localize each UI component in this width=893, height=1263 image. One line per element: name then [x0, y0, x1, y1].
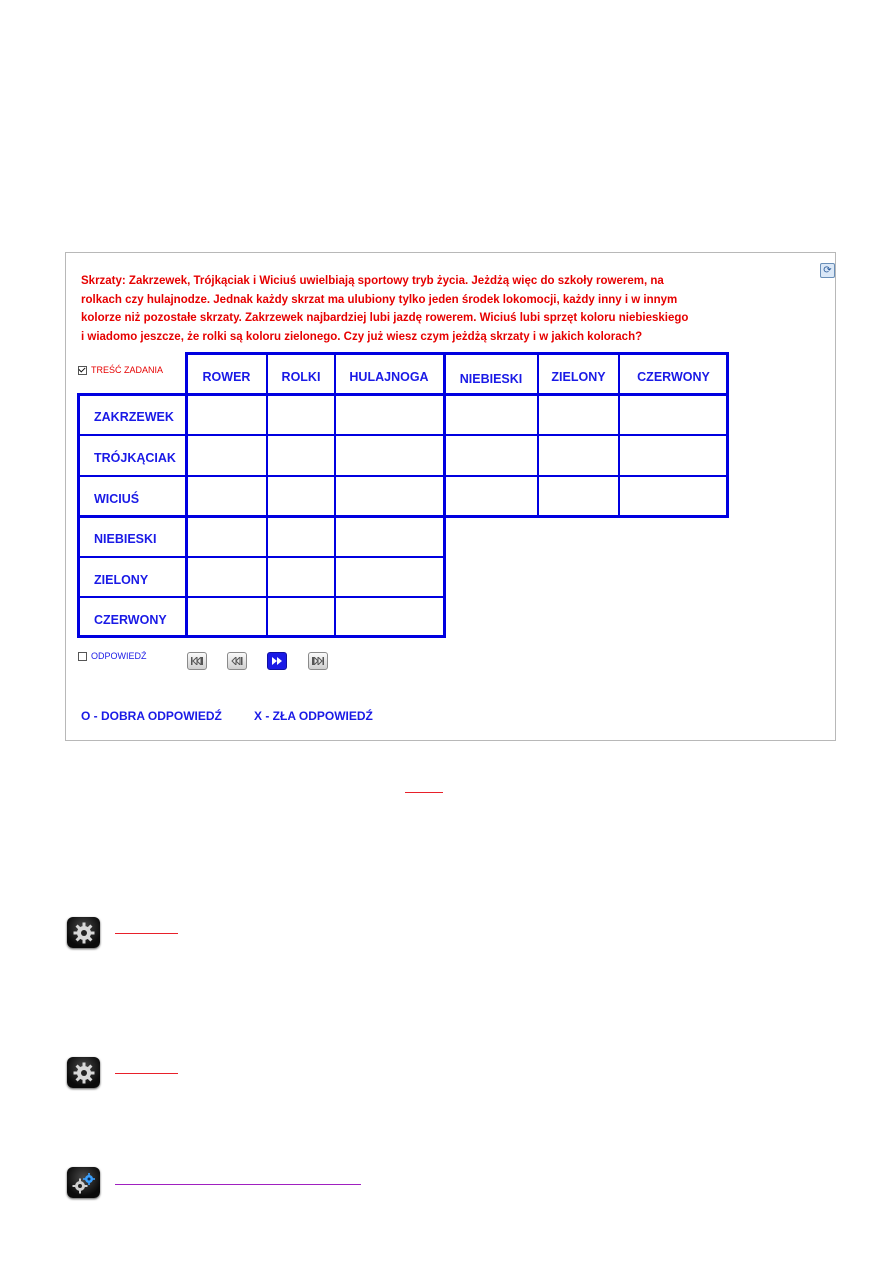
task-text — [81, 272, 741, 346]
row-header-zakrzewek: ZAKRZEWEK — [94, 410, 174, 424]
link-underline[interactable] — [115, 933, 178, 934]
first-button[interactable] — [187, 652, 207, 670]
task-toggle-label: TREŚĆ ZADANIA — [91, 365, 164, 375]
rewind-icon — [231, 657, 243, 665]
gear-icon — [67, 917, 100, 948]
col-header-hulajnoga: HULAJNOGA — [349, 370, 429, 384]
puzzle-applet — [65, 252, 836, 741]
last-button[interactable] — [308, 652, 328, 670]
rewind-button[interactable] — [227, 652, 247, 670]
grid-line — [77, 515, 729, 518]
grid-line — [77, 635, 446, 638]
fast-forward-button[interactable] — [267, 652, 287, 670]
gears-blue-icon — [67, 1167, 100, 1198]
task-line: kolorze niż pozostałe skrzaty. Zakrzewek najbardziej lubi jazdę rowerem. Wiciuś lubi sprzęt koloru niebieskiego — [81, 312, 689, 324]
gear-glyph — [72, 1061, 96, 1085]
legend-bad: X - ZŁA ODPOWIEDŹ — [254, 709, 373, 723]
row-header-niebieski: NIEBIESKI — [94, 532, 157, 546]
fast-forward-icon — [271, 657, 283, 665]
grid-line — [77, 556, 446, 558]
row-header-trojkaciak: TRÓJKĄCIAK — [94, 451, 176, 465]
task-toggle[interactable] — [78, 365, 163, 375]
legend-good: O - DOBRA ODPOWIEDŹ — [81, 709, 222, 723]
col-header-czerwony: CZERWONY — [637, 370, 710, 384]
answer-toggle-label: ODPOWIEDŹ — [91, 651, 147, 661]
col-header-niebieski: NIEBIESKI — [459, 372, 523, 386]
gear-glyph — [72, 921, 96, 945]
row-header-czerwony: CZERWONY — [94, 613, 167, 627]
grid-line — [77, 393, 728, 396]
link-underline[interactable] — [115, 1073, 178, 1074]
grid-line — [77, 434, 728, 436]
last-icon — [312, 657, 324, 665]
col-header-rower: ROWER — [202, 370, 251, 384]
answer-checkbox[interactable] — [78, 652, 87, 661]
row-header-wicius: WICIUŚ — [94, 492, 140, 506]
task-line: Skrzaty: Zakrzewek, Trójkąciak i Wiciuś uwielbiają sportowy tryb życia. Jeżdżą więc do szkoły rowerem, na — [81, 275, 664, 287]
top-link-underline[interactable] — [405, 792, 443, 793]
refresh-icon[interactable]: ⟳ — [820, 263, 835, 278]
col-header-rolki: ROLKI — [281, 370, 321, 384]
task-checkbox[interactable] — [78, 366, 87, 375]
gears-glyph — [71, 1171, 97, 1195]
link-underline[interactable] — [115, 1184, 361, 1185]
task-line: rolkach czy hulajnodze. Jednak każdy skrzat ma ulubiony tylko jeden środek lokomocji, każdy inny i w innym — [81, 293, 678, 306]
task-line: i wiadomo jeszcze, że rolki są koloru zielonego. Czy już wiesz czym jeżdżą skrzaty i w jakich kolorach? — [81, 330, 643, 343]
first-icon — [191, 657, 203, 665]
row-header-zielony: ZIELONY — [94, 573, 149, 587]
answer-toggle[interactable] — [78, 651, 147, 661]
grid-line — [77, 596, 446, 598]
gear-icon — [67, 1057, 100, 1088]
grid-line — [77, 475, 728, 477]
col-header-zielony: ZIELONY — [551, 370, 606, 384]
